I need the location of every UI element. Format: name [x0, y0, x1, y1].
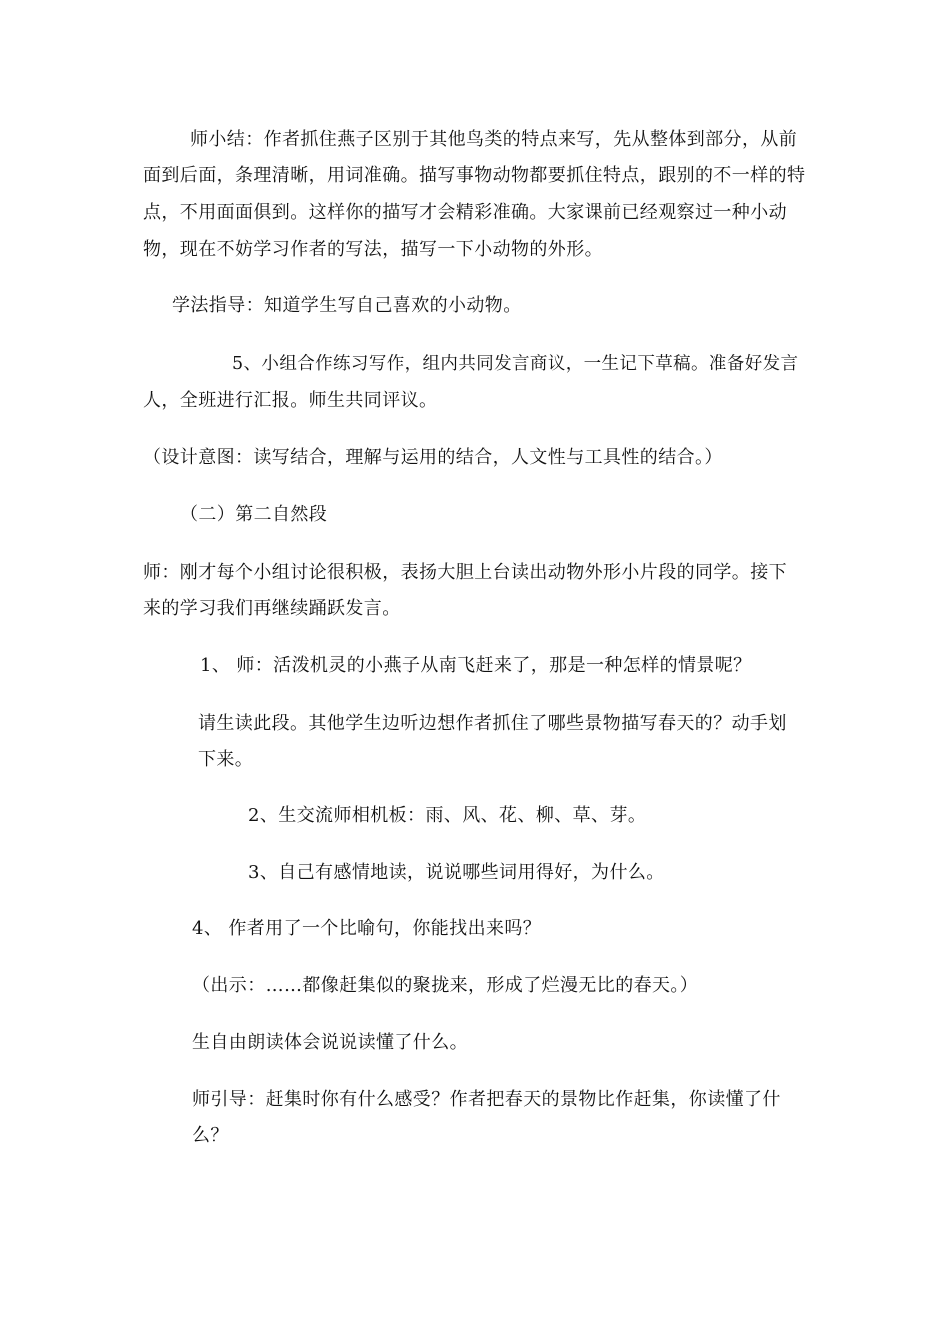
step-3-line: 3、自己有感情地读，说说哪些词用得好，为什么。: [248, 862, 665, 883]
teacher-guide-line-2: 么？: [192, 1125, 229, 1146]
section-heading: （二）第二自然段: [180, 504, 328, 525]
teacher-praise-line-2: 来的学习我们再继续踊跃发言。: [143, 598, 401, 619]
free-reading-line: 生自由朗读体会说说读懂了什么。: [192, 1032, 468, 1053]
study-method-line: 学法指导：知道学生写自己喜欢的小动物。: [172, 295, 522, 316]
step-2-line: 2、生交流师相机板：雨、风、花、柳、草、芽。: [248, 805, 647, 826]
teacher-summary-line-3: 点，不用面面俱到。这样你的描写才会精彩准确。大家课前已经观察过一种小动: [143, 202, 787, 223]
design-intent-line: （设计意图：读写结合，理解与运用的结合，人文性与工具性的结合。）: [143, 447, 723, 468]
step-1-line: 1、 师：活泼机灵的小燕子从南飞赶来了，那是一种怎样的情景呢？: [200, 655, 752, 676]
teacher-praise-line-1: 师：刚才每个小组讨论很积极，表扬大胆上台读出动物外形小片段的同学。接下: [143, 562, 787, 583]
student-reading-line-1: 请生读此段。其他学生边听边想作者抓住了哪些景物描写春天的？动手划: [198, 713, 787, 734]
group-writing-line-1: 5、小组合作练习写作，组内共同发言商议，一生记下草稿。准备好发言: [232, 354, 799, 374]
teacher-guide-line-1: 师引导：赶集时你有什么感受？作者把春天的景物比作赶集，你读懂了什: [192, 1089, 781, 1110]
group-writing-line-2: 人，全班进行汇报。师生共同评议。: [143, 390, 438, 411]
teacher-summary-line-4: 物，现在不妨学习作者的写法，描写一下小动物的外形。: [143, 239, 603, 260]
student-reading-line-2: 下来。: [198, 749, 254, 770]
show-sentence-line: （出示：……都像赶集似的聚拢来，形成了烂漫无比的春天。）: [192, 975, 699, 996]
teacher-summary-line-2: 面到后面，条理清晰，用词准确。描写事物动物都要抓住特点，跟别的不一样的特: [143, 165, 806, 186]
step-4-line: 4、 作者用了一个比喻句，你能找出来吗？: [192, 918, 542, 939]
teacher-summary-line-1: 师小结：作者抓住燕子区别于其他鸟类的特点来写，先从整体到部分，从前: [190, 129, 798, 150]
